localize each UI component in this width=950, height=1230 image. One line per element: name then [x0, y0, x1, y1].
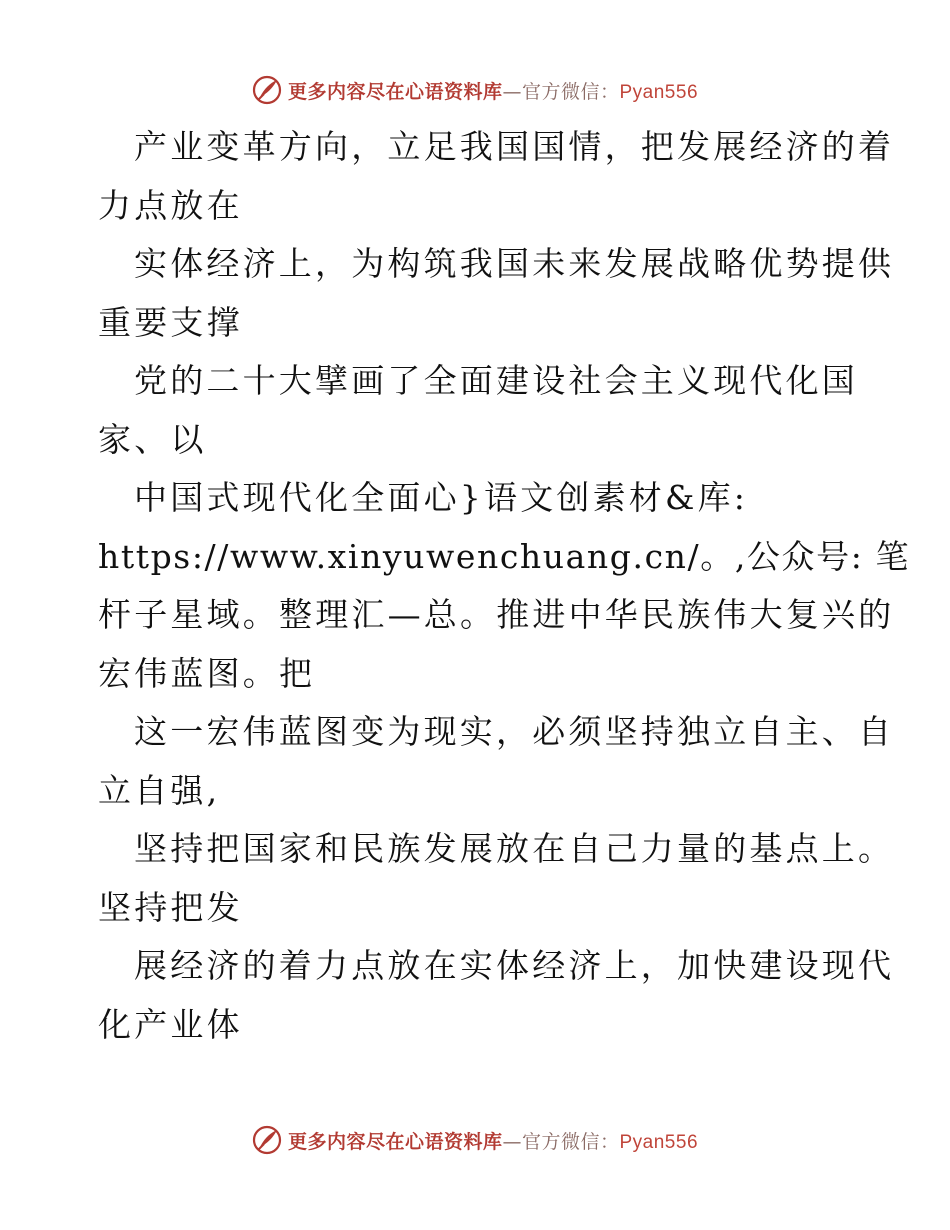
body-line: 宏伟蓝图。把	[98, 653, 316, 693]
footer-banner-text	[288, 1127, 698, 1154]
document-body	[98, 118, 911, 1054]
body-line: 化产业体	[98, 1004, 243, 1044]
footer-account: Pyan556	[619, 1131, 699, 1153]
header-dash: —	[502, 80, 522, 103]
header-brand: 更多内容尽在心语资料库	[287, 80, 503, 103]
body-line: 家、以	[98, 419, 207, 459]
body-line: 坚持把国家和民族发展放在自己力量的基点上。	[134, 829, 895, 868]
feather-logo-icon	[252, 1125, 282, 1155]
footer-dash: —	[502, 1130, 522, 1153]
header-label: 官方微信：	[521, 80, 620, 103]
body-line: 中国式现代化全面心}语文创素材&库:	[134, 478, 749, 517]
body-line-url: https://www.xinyuwenchuang.cn/。,公众号: 笔	[98, 536, 911, 576]
header-banner	[0, 70, 950, 110]
body-line: 重要支撑	[98, 302, 243, 342]
header-account: Pyan556	[619, 81, 699, 103]
body-line: 杆子星域。整理汇—总。推进中华民族伟大复兴的	[98, 595, 895, 634]
body-line: 这一宏伟蓝图变为现实，必须坚持独立自主、自	[134, 712, 895, 751]
body-line: 产业变革方向，立足我国国情，把发展经济的着	[134, 127, 895, 166]
footer-label: 官方微信：	[521, 1130, 620, 1153]
footer-brand: 更多内容尽在心语资料库	[287, 1130, 503, 1153]
header-banner-text	[288, 77, 698, 104]
body-line: 坚持把发	[98, 887, 243, 927]
body-line: 力点放在	[98, 185, 243, 225]
footer-banner	[0, 1120, 950, 1160]
body-line: 实体经济上，为构筑我国未来发展战略优势提供	[134, 244, 895, 283]
feather-logo-icon	[252, 75, 282, 105]
body-line: 立自强,	[98, 770, 221, 810]
body-line: 党的二十大擘画了全面建设社会主义现代化国	[134, 361, 858, 400]
body-line: 展经济的着力点放在实体经济上，加快建设现代	[134, 946, 895, 985]
